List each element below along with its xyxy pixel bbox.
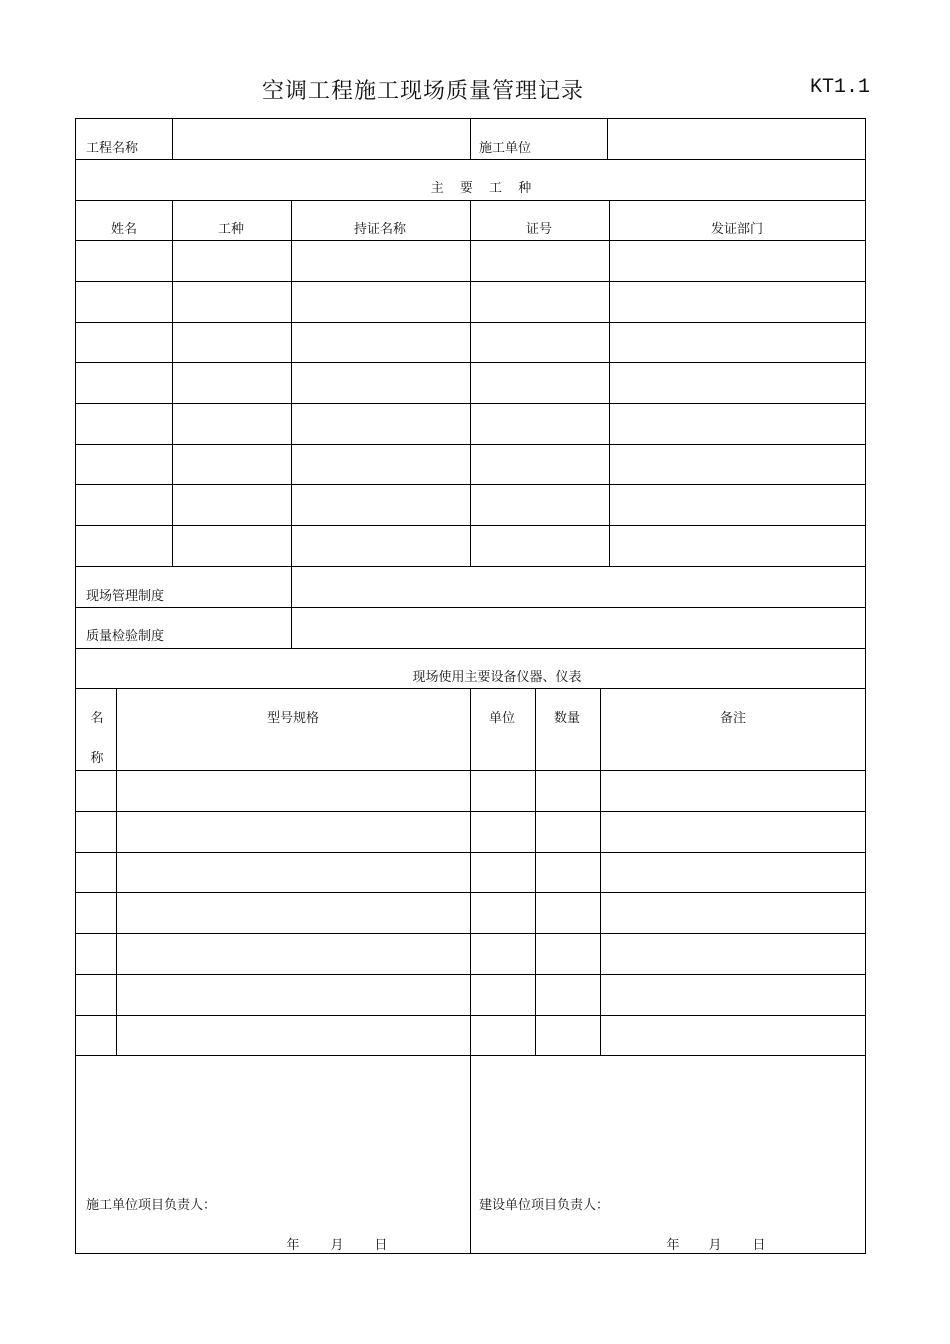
col-header-model-spec: 型号规格 [266, 711, 320, 726]
owner-day-label: 日 [752, 1238, 766, 1253]
col-header-equip-name-1: 名 [90, 711, 104, 726]
site-management-label: 现场管理制度 [86, 589, 165, 604]
col-divider [172, 200, 173, 566]
col-header-cert-number: 证号 [525, 222, 553, 237]
row-divider [76, 607, 865, 608]
col-divider [470, 200, 471, 566]
contractor-label: 施工单位 [479, 141, 532, 156]
col-divider [291, 566, 292, 648]
contractor-signature-label: 施工单位项目负责人： [86, 1198, 217, 1213]
col-divider [172, 119, 173, 159]
contractor-day-label: 日 [374, 1238, 388, 1253]
quality-record-form [75, 118, 866, 1254]
owner-month-label: 月 [708, 1238, 722, 1253]
col-divider [116, 688, 117, 1055]
contractor-month-label: 月 [330, 1238, 344, 1253]
form-code: KT1.1 [810, 76, 871, 99]
workers-section-title: 主 要 工 种 [430, 181, 532, 196]
col-divider [291, 200, 292, 566]
row-divider [76, 648, 865, 649]
row-divider [76, 159, 865, 160]
col-divider [600, 688, 601, 1055]
col-header-equip-name-2: 称 [90, 751, 104, 766]
quality-inspection-label: 质量检验制度 [86, 629, 165, 644]
col-header-trade: 工种 [217, 222, 245, 237]
col-header-name: 姓名 [110, 222, 138, 237]
equipment-section-title: 现场使用主要设备仪器、仪表 [412, 670, 582, 685]
col-header-issuer: 发证部门 [710, 222, 764, 237]
owner-year-label: 年 [666, 1238, 680, 1253]
col-header-remarks: 备注 [719, 711, 747, 726]
owner-signature-label: 建设单位项目负责人： [479, 1198, 610, 1213]
col-divider [470, 688, 471, 1055]
contractor-year-label: 年 [286, 1238, 300, 1253]
page-title: 空调工程施工现场质量管理记录 [262, 79, 585, 104]
col-divider [607, 119, 608, 159]
col-divider [535, 688, 536, 1055]
col-divider [470, 1055, 471, 1254]
project-name-label: 工程名称 [86, 141, 139, 156]
row-divider [76, 566, 865, 567]
col-header-unit: 单位 [488, 711, 516, 726]
col-divider [609, 200, 610, 566]
col-divider [470, 119, 471, 159]
col-header-quantity: 数量 [553, 711, 581, 726]
col-header-certificate: 持证名称 [353, 222, 407, 237]
